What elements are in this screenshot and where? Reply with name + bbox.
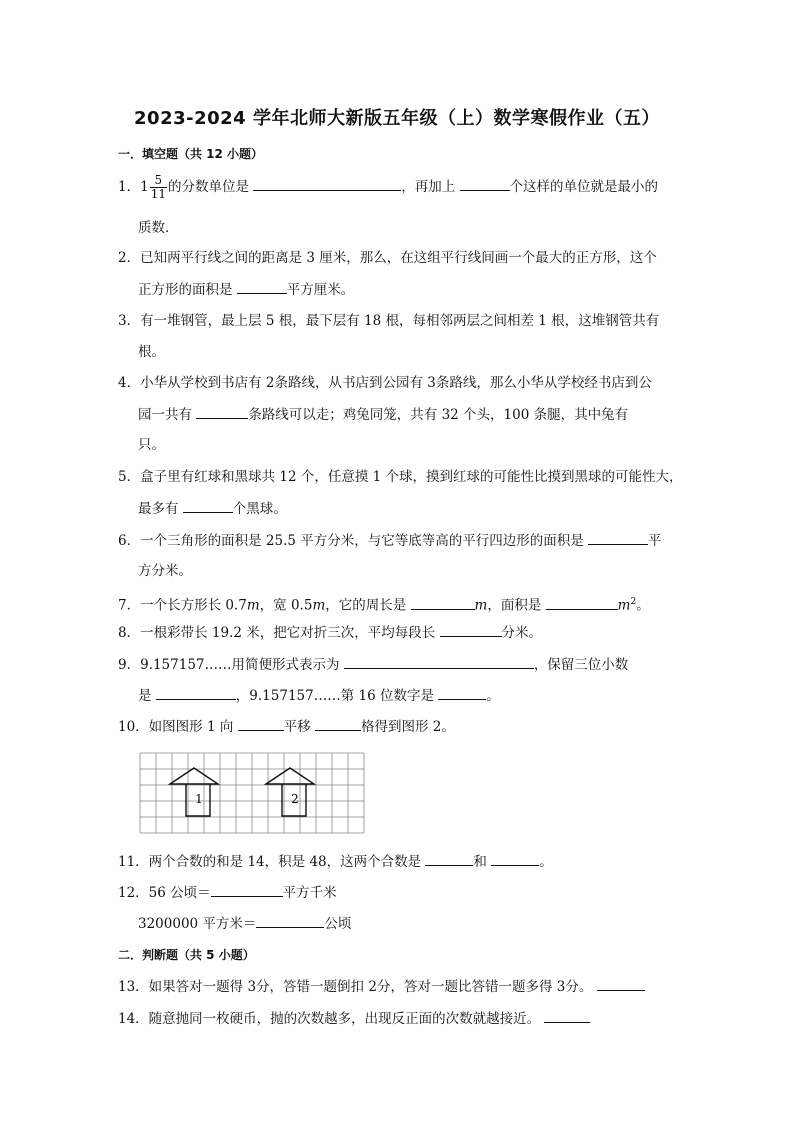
grid-figure <box>138 752 366 834</box>
question-12: 12．56 公顷＝ 平方千米 <box>118 882 678 903</box>
question-2-cont: 正方形的面积是 平方厘米。 <box>138 279 698 300</box>
answer-blank[interactable] <box>440 622 502 637</box>
question-6-cont: 方分米。 <box>138 563 192 579</box>
answer-blank[interactable] <box>315 716 361 731</box>
question-13: 13．如果答对一题得 3分，答错一题倒扣 2分，答对一题比答错一题多得 3分。 <box>118 976 678 997</box>
question-14: 14．随意抛同一枚硬币，抛的次数越多，出现反正面的次数就越接近。 <box>118 1008 678 1029</box>
fraction: $\frac{5}{11}$ <box>150 173 166 201</box>
shape-1-label: 1 <box>195 792 203 806</box>
question-11: 11．两个合数的和是 14，积是 48，这两个合数是 和 。 <box>118 851 678 872</box>
answer-blank[interactable] <box>411 595 475 610</box>
answer-blank[interactable] <box>344 654 534 669</box>
question-4: 4．小华从学校到书店有 2条路线，从书店到公园有 3条路线，那么小华从学校经书店到公 <box>118 375 652 391</box>
question-9: 9．9.157157……用简便形式表示为 ，保留三位小数 <box>118 654 678 675</box>
answer-blank[interactable] <box>588 530 648 545</box>
question-5-cont: 最多有 个黑球。 <box>138 498 698 519</box>
question-10: 10．如图图形 1 向 平移 格得到图形 2。 <box>118 716 678 737</box>
answer-blank[interactable] <box>544 1008 590 1023</box>
answer-blank[interactable] <box>256 913 324 928</box>
answer-blank[interactable] <box>491 851 539 866</box>
page-title: 2023-2024 学年北师大新版五年级（上）数学寒假作业（五） <box>134 108 660 129</box>
question-9-cont: 是 ，9.157157……第 16 位数字是 。 <box>138 685 698 706</box>
answer-blank[interactable] <box>238 716 284 731</box>
question-5: 5．盒子里有红球和黑球共 12 个，任意摸 1 个球，摸到红球的可能性比摸到黑球的可能性大， <box>118 469 683 485</box>
question-8: 8．一根彩带长 19.2 米，把它对折三次，平均每段长 分米。 <box>118 622 678 643</box>
answer-blank[interactable] <box>196 404 248 419</box>
answer-blank[interactable] <box>546 595 618 610</box>
answer-blank[interactable] <box>438 685 486 700</box>
question-6: 6．一个三角形的面积是 25.5 平方分米，与它等底等高的平行四边形的面积是 平 <box>118 530 678 551</box>
answer-blank[interactable] <box>253 176 401 191</box>
question-1: 1．1 $\frac{5}{11}$ 的分数单位是 ，再加上 个这样的单位就是最小的 <box>118 173 659 201</box>
answer-blank[interactable] <box>211 882 283 897</box>
answer-blank[interactable] <box>460 176 510 191</box>
question-4-cont: 园一共有 条路线可以走；鸡兔同笼，共有 32 个头，100 条腿，其中兔有 <box>138 404 698 425</box>
question-2: 2．已知两平行线之间的距离是 3 厘米，那么，在这组平行线间画一个最大的正方形，这个 <box>118 250 657 266</box>
section-heading-fill-in: 一．填空题（共 12 小题） <box>118 147 264 161</box>
question-12-cont: 3200000 平方米＝ 公顷 <box>138 913 698 934</box>
answer-blank[interactable] <box>156 685 236 700</box>
section-heading-judgement: 二．判断题（共 5 小题） <box>118 948 255 962</box>
answer-blank[interactable] <box>425 851 473 866</box>
question-7: 7．一个长方形长 0.7m，宽 0.5m，它的周长是 m，面积是 $m^2$。 <box>118 592 678 616</box>
answer-blank[interactable] <box>183 498 233 513</box>
question-4-cont2: 只。 <box>138 437 165 453</box>
question-3: 3．有一堆钢管，最上层 5 根，最下层有 18 根，每相邻两层之间相差 1 根，这堆钢管共有 <box>118 313 660 329</box>
answer-blank[interactable] <box>237 279 287 294</box>
question-1-cont: 质数． <box>138 220 179 236</box>
answer-blank[interactable] <box>597 976 645 991</box>
shape-2-label: 2 <box>291 792 299 806</box>
question-3-cont: 根。 <box>138 344 165 360</box>
shape-2 <box>266 768 314 784</box>
shape-1 <box>170 768 218 784</box>
